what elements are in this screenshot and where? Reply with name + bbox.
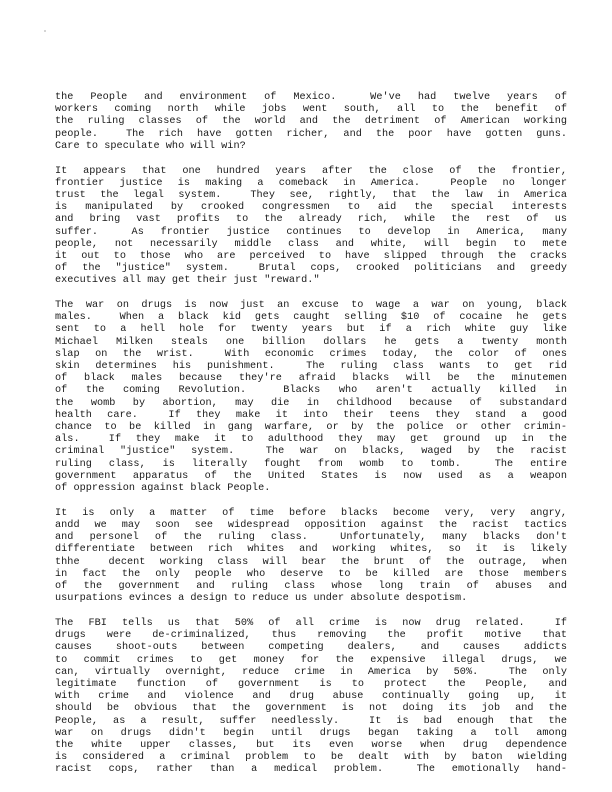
text-line: and bring vast profits to the already rich, while the rest of us	[55, 214, 567, 226]
text-line: of black males because they're afraid blacks will be the minutemen	[55, 373, 567, 385]
text-line: thhe decent working class will bear the brunt of the outrage, when	[55, 556, 567, 568]
paragraph	[55, 166, 567, 288]
text-line: criminal "justice" system. The war on blacks, waged by the racist	[55, 446, 567, 458]
text-line: suffer. As frontier justice continues to develop in America, many	[55, 226, 567, 238]
text-line: with crime and violence and drug abuse continually going up, it	[55, 691, 567, 703]
text-line: is manipulated by crooked congressmen to aid the special interests	[55, 202, 567, 214]
text-line: andd we may soon see widespread opposition against the racist tactics	[55, 520, 567, 531]
text-line: is considered a criminal problem to be dealt with by baton wielding	[55, 752, 567, 764]
text-line: Care to speculate who will win?	[55, 140, 246, 152]
text-line: of the coming Revolution. Blacks who aren't actually killed in	[55, 385, 567, 397]
paragraph	[55, 92, 567, 153]
text-line: to commit crimes to get money for the expensive illegal drugs, we	[55, 654, 567, 666]
scan-speck	[44, 30, 46, 32]
text-line: males. When a black kid gets caught selling $10 of cocaine he gets	[55, 312, 567, 324]
text-line: People, as a result, suffer needlessly. It is bad enough that the	[55, 715, 567, 727]
text-line: drugs were de-criminalized, thus removing the profit motive that	[55, 630, 567, 642]
text-line: workers coming north while jobs went south, all to the benefit of	[55, 104, 567, 116]
text-line: als. If they make it to adulthood they may get ground up in the	[55, 434, 567, 446]
text-line: in fact the only people who deserve to be killed are those members	[55, 568, 567, 580]
paragraph	[55, 300, 567, 495]
text-line: The war on drugs is now just an excuse to wage a war on young, black	[55, 300, 567, 312]
text-line: legitimate function of government is to protect the People, and	[55, 678, 567, 690]
text-line: It is only a matter of time before blacks become very, very angry,	[55, 507, 567, 519]
text-line: trust the legal system. They see, rightly, that the law in America	[55, 189, 567, 201]
text-line: of the "justice" system. Brutal cops, crooked politicians and greedy	[55, 263, 567, 275]
text-line: differentiate between rich whites and working whites, so it is likely	[55, 544, 567, 556]
text-line: frontier justice is making a comeback in America. People no longer	[55, 177, 567, 189]
text-line: the People and environment of Mexico. We've had twelve years of	[55, 92, 567, 103]
text-line: the white upper classes, but its even worse when drug dependence	[55, 739, 567, 751]
text-line: can, virtually overnight, reduce crime in America by 50%. The only	[55, 666, 567, 678]
text-line: people, not necessarily middle class and white, will begin to mete	[55, 238, 567, 250]
text-line: government apparatus of the United States is now used as a weapon	[55, 470, 567, 482]
text-line: skin determines his punishment. The ruling class wants to get rid	[55, 361, 567, 373]
text-line: slap on the wrist. With economic crimes today, the color of ones	[55, 348, 567, 360]
text-line: should be obvious that the government is not doing its job and the	[55, 703, 567, 715]
text-line: of the government and ruling class whose long train of abuses and	[55, 581, 567, 593]
text-line: of oppression against black People.	[55, 483, 271, 495]
text-line: It appears that one hundred years after the close of the frontier,	[55, 165, 567, 177]
text-line: executives all may get their just "reward."	[55, 275, 320, 287]
text-line: chance to be killed in gang warfare, or by the police or other crimin-	[55, 422, 567, 434]
text-line: racist cops, rather than a medical problem. The emotionally hand-	[55, 764, 567, 776]
text-line: causes shoot-outs between competing dealers, and causes addicts	[55, 642, 567, 654]
text-line: war on drugs didn't begin until drugs began taking a toll among	[55, 727, 567, 739]
text-line: The FBI tells us that 50% of all crime is now drug related. If	[55, 617, 567, 629]
text-line: Michael Milken steals one billion dollars he gets a twenty month	[55, 336, 567, 348]
text-line: ruling class, is literally fought from womb to tomb. The entire	[55, 458, 567, 470]
text-line: the womb by abortion, may die in childhood because of substandard	[55, 397, 567, 409]
text-line: usurpations evinces a design to reduce us under absolute despotism.	[55, 593, 468, 605]
text-line: and personel of the ruling class. Unfortunately, many blacks don't	[55, 532, 567, 544]
paragraph	[55, 618, 567, 777]
text-line: health care. If they make it into their teens they stand a good	[55, 409, 567, 421]
text-line: it out to those who are perceived to have slipped through the cracks	[55, 250, 567, 262]
document-page	[55, 92, 567, 789]
text-line: the ruling classes of the world and the detriment of American working	[55, 116, 567, 128]
text-line: people. The rich have gotten richer, and the poor have gotten guns.	[55, 128, 567, 140]
paragraph	[55, 508, 567, 606]
text-line: sent to a hell hole for twenty years but if a rich white guy like	[55, 324, 567, 336]
